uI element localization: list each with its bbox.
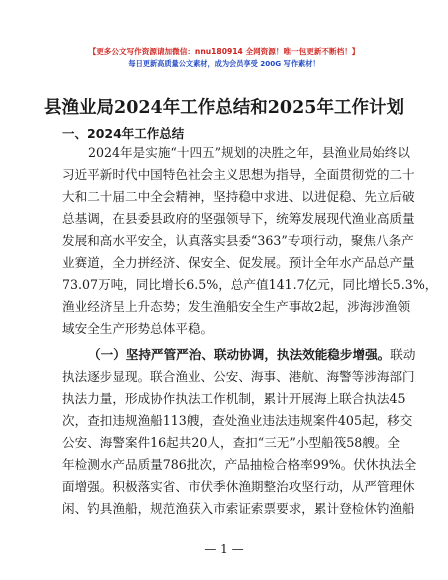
subheading: （一）坚持严管严治、联动协调，执法效能稳步增强。 xyxy=(88,347,391,362)
document-title: 县渔业局2024年工作总结和2025年工作计划 xyxy=(44,98,404,118)
paragraph-line: 执法力量，形成协作执法工作机制，累计开展海上联合执法45 xyxy=(62,391,406,406)
paragraph-line: 总基调，在县委县政府的坚强领导下，统筹发展现代渔业高质量 xyxy=(62,211,415,226)
paragraph-line: 面增强。积极落实省、市伏季休渔期整治攻坚行动，从严管理休 xyxy=(62,479,415,494)
paragraph-line: 发展和高水平安全，认真落实县委“363”专项行动，聚焦八条产 xyxy=(62,233,414,248)
page-number: — 1 — xyxy=(204,542,244,556)
paragraph-line: 次，查扣违规渔船113艘，查处渔业违法违规案件405起，移交 xyxy=(62,413,413,428)
paragraph-line: 大和二十届二中全会精神，坚持稳中求进、以进促稳、先立后破 xyxy=(62,189,415,204)
subheading-line xyxy=(88,345,416,364)
paragraph-line: 闲、钓具渔船，规范渔获入市索证索票要求，累计登检休钓渔船 xyxy=(62,501,415,516)
paragraph-line: 业赛道，全力拼经济、保安全、促发展。预计全年水产品总产量 xyxy=(62,255,415,270)
paragraph-line: 73.07万吨，同比增长6.5%，总产值141.7亿元，同比增长5.3%， xyxy=(62,277,438,292)
promo-banner-bottom: 每日更新高质量公文素材，成为会员享受 200G 写作素材！ xyxy=(128,59,320,68)
section-heading: 一、2024年工作总结 xyxy=(62,126,185,141)
paragraph-line: 域安全生产形势总体平稳。 xyxy=(62,321,214,336)
paragraph-line: 2024年是实施“十四五”规划的决胜之年，县渔业局始终以 xyxy=(88,145,410,160)
subheading-tail: 联动 xyxy=(390,347,416,362)
paragraph-line: 公安、海警案件16起共20人，查扣“三无”小型船筏58艘。全 xyxy=(62,435,401,450)
paragraph-line: 执法逐步显现。联合渔业、公安、海事、港航、海警等涉海部门 xyxy=(62,369,415,384)
paragraph-line: 渔业经济呈上升态势；发生渔船安全生产事故2起，涉海涉渔领 xyxy=(62,299,411,314)
promo-banner-top: 【更多公文写作资源请加微信：nnu180914 全网资源！唯一包更新不断档！】 xyxy=(88,47,360,56)
paragraph-line: 年检测水产品质量786批次，产品抽检合格率99%。伏休执法全 xyxy=(62,457,417,472)
paragraph-line: 习近平新时代中国特色社会主义思想为指导，全面贯彻党的二十 xyxy=(62,167,415,182)
